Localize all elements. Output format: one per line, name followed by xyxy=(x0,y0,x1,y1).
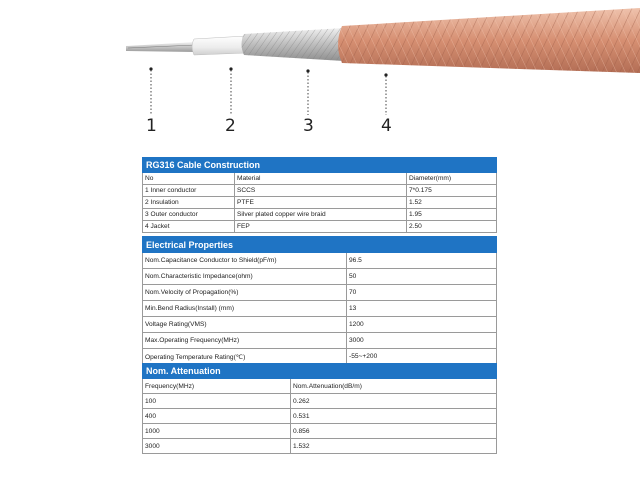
header-no: No xyxy=(143,173,235,185)
callout-3: 3 xyxy=(303,116,314,136)
table-row xyxy=(143,209,497,221)
cell-diameter: 2.50 xyxy=(407,221,497,233)
cell-diameter: 7*0.175 xyxy=(407,185,497,197)
property-value: -55~+200 xyxy=(347,349,497,365)
cable-illustration xyxy=(0,0,640,145)
insulation xyxy=(192,36,246,55)
property-label: Nom.Capacitance Conductor to Shield(pF/m) xyxy=(143,253,347,269)
header-diameter: Diameter(mm) xyxy=(407,173,497,185)
header-frequency: Frequency(MHz) xyxy=(143,379,291,394)
cell-attenuation: 0.531 xyxy=(291,409,497,424)
table-row xyxy=(143,185,497,197)
electrical-title: Electrical Properties xyxy=(143,237,497,253)
property-label: Max.Operating Frequency(MHz) xyxy=(143,333,347,349)
table-row xyxy=(143,301,497,317)
electrical-properties-table xyxy=(142,236,497,365)
cell-material: Silver plated copper wire braid xyxy=(235,209,407,221)
table-header-row xyxy=(143,173,497,185)
cell-frequency: 1000 xyxy=(143,424,291,439)
property-label: Min.Bend Radius(Install) (mm) xyxy=(143,301,347,317)
cell-no: 4 Jacket xyxy=(143,221,235,233)
table-row xyxy=(143,333,497,349)
cell-attenuation: 1.532 xyxy=(291,439,497,454)
header-material: Material xyxy=(235,173,407,185)
leader-lines xyxy=(151,70,386,115)
callout-1: 1 xyxy=(146,116,157,136)
table-row xyxy=(143,409,497,424)
header-attenuation: Nom.Attenuation(dB/m) xyxy=(291,379,497,394)
inner-conductor xyxy=(126,42,196,52)
callout-2: 2 xyxy=(225,116,236,136)
attenuation-table xyxy=(142,363,497,454)
cell-diameter: 1.95 xyxy=(407,209,497,221)
table-row xyxy=(143,439,497,454)
callout-4: 4 xyxy=(381,116,392,136)
cell-material: SCCS xyxy=(235,185,407,197)
cell-frequency: 3000 xyxy=(143,439,291,454)
cell-material: FEP xyxy=(235,221,407,233)
cell-frequency: 400 xyxy=(143,409,291,424)
table-row xyxy=(143,197,497,209)
outer-conductor-braid xyxy=(242,28,345,61)
cell-no: 1 Inner conductor xyxy=(143,185,235,197)
attenuation-title: Nom. Attenuation xyxy=(143,364,497,379)
property-value: 70 xyxy=(347,285,497,301)
table-row xyxy=(143,394,497,409)
property-value: 96.5 xyxy=(347,253,497,269)
construction-table xyxy=(142,157,497,233)
cell-diameter: 1.52 xyxy=(407,197,497,209)
property-value: 3000 xyxy=(347,333,497,349)
property-label: Operating Temperature Rating(℃) xyxy=(143,349,347,365)
construction-title: RG316 Cable Construction xyxy=(143,158,497,173)
property-value: 1200 xyxy=(347,317,497,333)
cell-attenuation: 0.262 xyxy=(291,394,497,409)
cell-material: PTFE xyxy=(235,197,407,209)
cell-no: 2 Insulation xyxy=(143,197,235,209)
table-row xyxy=(143,221,497,233)
table-row xyxy=(143,253,497,269)
table-row xyxy=(143,317,497,333)
property-label: Voltage Rating(VMS) xyxy=(143,317,347,333)
table-row xyxy=(143,269,497,285)
property-label: Nom.Velocity of Propagation(%) xyxy=(143,285,347,301)
cell-frequency: 100 xyxy=(143,394,291,409)
property-label: Nom.Characteristic Impedance(ohm) xyxy=(143,269,347,285)
cell-no: 3 Outer conductor xyxy=(143,209,235,221)
table-row xyxy=(143,424,497,439)
table-header-row xyxy=(143,379,497,394)
property-value: 50 xyxy=(347,269,497,285)
cell-attenuation: 0.856 xyxy=(291,424,497,439)
leader-dots xyxy=(149,67,387,76)
property-value: 13 xyxy=(347,301,497,317)
jacket xyxy=(338,8,640,73)
table-row xyxy=(143,285,497,301)
